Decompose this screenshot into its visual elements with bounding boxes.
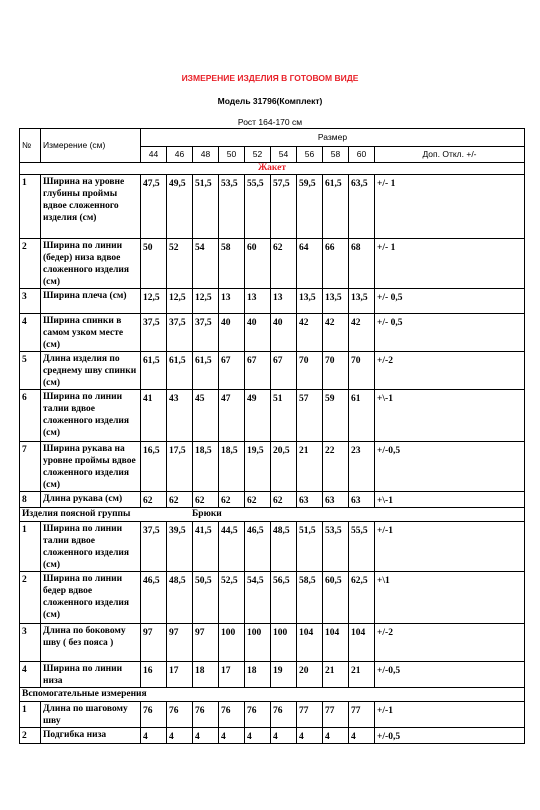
tolerance-value: +/-0,5 bbox=[375, 442, 525, 492]
measurement-value: 62 bbox=[167, 492, 193, 508]
measurement-value: 37,5 bbox=[141, 522, 167, 572]
tolerance-value: +/-2 bbox=[375, 352, 525, 390]
size-header-cell: 54 bbox=[271, 147, 297, 163]
tolerance-value: +/- 1 bbox=[375, 239, 525, 289]
measurement-value: 46,5 bbox=[141, 572, 167, 624]
measurement-value: 13,5 bbox=[349, 289, 375, 314]
row-number: 2 bbox=[20, 239, 41, 289]
measurement-value: 37,5 bbox=[141, 314, 167, 352]
measurement-value: 100 bbox=[219, 624, 245, 662]
measurement-value: 63 bbox=[297, 492, 323, 508]
measurement-value: 20,5 bbox=[271, 442, 297, 492]
measurement-value: 49,5 bbox=[167, 175, 193, 239]
measurement-value: 22 bbox=[323, 442, 349, 492]
measurement-value: 76 bbox=[271, 702, 297, 728]
tolerance-header: Доп. Откл. +/- bbox=[375, 147, 525, 163]
measurement-value: 50,5 bbox=[193, 572, 219, 624]
section-jacket-label: Жакет bbox=[20, 163, 525, 175]
measurement-value: 70 bbox=[323, 352, 349, 390]
measurement-value: 77 bbox=[297, 702, 323, 728]
measurement-value: 21 bbox=[297, 442, 323, 492]
measurement-value: 59,5 bbox=[297, 175, 323, 239]
measurement-value: 19 bbox=[271, 662, 297, 688]
size-header-cell: 60 bbox=[349, 147, 375, 163]
measurement-value: 12,5 bbox=[141, 289, 167, 314]
row-number: 4 bbox=[20, 662, 41, 688]
measurement-value: 76 bbox=[167, 702, 193, 728]
jacket-row bbox=[20, 175, 525, 239]
measurement-value: 58,5 bbox=[297, 572, 323, 624]
measurement-value: 59 bbox=[323, 390, 349, 442]
measurement-value: 23 bbox=[349, 442, 375, 492]
measurement-value: 67 bbox=[245, 352, 271, 390]
measurement-value: 61,5 bbox=[323, 175, 349, 239]
jacket-row bbox=[20, 442, 525, 492]
measurement-value: 61 bbox=[349, 390, 375, 442]
height-range: Рост 164-170 см bbox=[237, 117, 303, 127]
measurement-value: 46,5 bbox=[245, 522, 271, 572]
jacket-row bbox=[20, 289, 525, 314]
measurement-value: 42 bbox=[349, 314, 375, 352]
measurement-value: 62 bbox=[219, 492, 245, 508]
measurement-value: 4 bbox=[245, 728, 271, 744]
section-trousers-label: Брюки bbox=[192, 509, 222, 519]
tolerance-value: +/- 0,5 bbox=[375, 314, 525, 352]
tolerance-value: +\1 bbox=[375, 572, 525, 624]
size-header-cell: 50 bbox=[219, 147, 245, 163]
measurement-value: 13,5 bbox=[297, 289, 323, 314]
measurement-value: 17,5 bbox=[167, 442, 193, 492]
measurement-value: 52,5 bbox=[219, 572, 245, 624]
section-aux bbox=[20, 688, 525, 702]
measurement-value: 4 bbox=[297, 728, 323, 744]
row-number: 5 bbox=[20, 352, 41, 390]
measurement-value: 18,5 bbox=[219, 442, 245, 492]
row-number: 8 bbox=[20, 492, 41, 508]
measurement-value: 77 bbox=[349, 702, 375, 728]
size-header-cell: 48 bbox=[193, 147, 219, 163]
measurement-value: 17 bbox=[167, 662, 193, 688]
section-jacket bbox=[20, 163, 525, 175]
measurement-value: 51,5 bbox=[193, 175, 219, 239]
tolerance-value: +/-2 bbox=[375, 624, 525, 662]
measurement-value: 44,5 bbox=[219, 522, 245, 572]
measurement-value: 58 bbox=[219, 239, 245, 289]
model-name: Модель 31796(Комплект) bbox=[217, 96, 323, 106]
measurement-value: 37,5 bbox=[167, 314, 193, 352]
measurement-value: 48,5 bbox=[167, 572, 193, 624]
tolerance-value: +\-1 bbox=[375, 390, 525, 442]
measurement-value: 4 bbox=[167, 728, 193, 744]
measurement-value: 13 bbox=[271, 289, 297, 314]
tolerance-value: +/- 1 bbox=[375, 175, 525, 239]
measurement-value: 63 bbox=[323, 492, 349, 508]
measurement-value: 42 bbox=[323, 314, 349, 352]
measurement-value: 41 bbox=[141, 390, 167, 442]
measurement-value: 4 bbox=[271, 728, 297, 744]
measurement-name: Ширина рукава на уровне проймы вдвое сложенного изделия (см) bbox=[41, 442, 141, 492]
measurement-name: Подгибка низа bbox=[41, 728, 141, 744]
aux-row bbox=[20, 728, 525, 744]
measurement-value: 4 bbox=[219, 728, 245, 744]
measurement-value: 68 bbox=[349, 239, 375, 289]
measurement-value: 62,5 bbox=[349, 572, 375, 624]
size-header-cell: 44 bbox=[141, 147, 167, 163]
measurement-value: 18,5 bbox=[193, 442, 219, 492]
measurement-value: 47 bbox=[219, 390, 245, 442]
jacket-row bbox=[20, 352, 525, 390]
measurement-value: 57 bbox=[297, 390, 323, 442]
measurement-value: 16 bbox=[141, 662, 167, 688]
row-number: 1 bbox=[20, 175, 41, 239]
jacket-row bbox=[20, 239, 525, 289]
section-aux-cell bbox=[20, 688, 525, 702]
tolerance-value: +\-1 bbox=[375, 492, 525, 508]
measurement-table bbox=[19, 128, 525, 744]
row-number: 1 bbox=[20, 702, 41, 728]
measurement-value: 66 bbox=[323, 239, 349, 289]
measurement-value: 51 bbox=[271, 390, 297, 442]
measurement-value: 20 bbox=[297, 662, 323, 688]
measurement-value: 76 bbox=[141, 702, 167, 728]
measurement-name: Ширина по линии талии вдвое сложенного изделия (см) bbox=[41, 522, 141, 572]
measurement-value: 62 bbox=[193, 492, 219, 508]
row-number: 6 bbox=[20, 390, 41, 442]
measurement-value: 67 bbox=[219, 352, 245, 390]
measurement-name: Ширина по линии бедер вдвое сложенного изделия (см) bbox=[41, 572, 141, 624]
measurement-value: 70 bbox=[349, 352, 375, 390]
row-number: 2 bbox=[20, 572, 41, 624]
aux-row bbox=[20, 702, 525, 728]
measurement-value: 97 bbox=[167, 624, 193, 662]
header-number: № bbox=[20, 129, 41, 163]
measurement-value: 54,5 bbox=[245, 572, 271, 624]
measurement-name: Ширина по линии талии вдвое сложенного изделия (см) bbox=[41, 390, 141, 442]
measurement-value: 47,5 bbox=[141, 175, 167, 239]
measurement-value: 97 bbox=[193, 624, 219, 662]
size-header-cell: 58 bbox=[323, 147, 349, 163]
measurement-value: 76 bbox=[219, 702, 245, 728]
measurement-value: 19,5 bbox=[245, 442, 271, 492]
size-header-cell: 52 bbox=[245, 147, 271, 163]
trousers-row bbox=[20, 624, 525, 662]
size-header-cell: 56 bbox=[297, 147, 323, 163]
size-header-cell: 46 bbox=[167, 147, 193, 163]
measurement-value: 40 bbox=[219, 314, 245, 352]
measurement-value: 52 bbox=[167, 239, 193, 289]
measurement-value: 12,5 bbox=[193, 289, 219, 314]
measurement-value: 16,5 bbox=[141, 442, 167, 492]
trousers-row bbox=[20, 522, 525, 572]
measurement-name: Длина по шаговому шву bbox=[41, 702, 141, 728]
measurement-value: 4 bbox=[323, 728, 349, 744]
measurement-value: 37,5 bbox=[193, 314, 219, 352]
measurement-value: 97 bbox=[141, 624, 167, 662]
measurement-name: Ширина плеча (см) bbox=[41, 289, 141, 314]
measurement-value: 64 bbox=[297, 239, 323, 289]
measurement-name: Ширина по линии (бедер) низа вдвое сложенного изделия (см) bbox=[41, 239, 141, 289]
tolerance-value: +/-1 bbox=[375, 522, 525, 572]
measurement-value: 43 bbox=[167, 390, 193, 442]
measurement-value: 76 bbox=[193, 702, 219, 728]
measurement-value: 39,5 bbox=[167, 522, 193, 572]
measurement-value: 60,5 bbox=[323, 572, 349, 624]
measurement-value: 77 bbox=[323, 702, 349, 728]
measurement-name: Длина по боковому шву ( без пояса ) bbox=[41, 624, 141, 662]
tolerance-value: +/-0,5 bbox=[375, 662, 525, 688]
measurement-value: 62 bbox=[271, 492, 297, 508]
tolerance-value: +/-0,5 bbox=[375, 728, 525, 744]
measurement-value: 61,5 bbox=[167, 352, 193, 390]
measurement-value: 61,5 bbox=[193, 352, 219, 390]
measurement-name: Ширина по линии низа bbox=[41, 662, 141, 688]
measurement-value: 21 bbox=[349, 662, 375, 688]
document-title: ИЗМЕРЕНИЕ ИЗДЕЛИЯ В ГОТОВОМ ВИДЕ bbox=[181, 73, 359, 83]
measurement-value: 55,5 bbox=[245, 175, 271, 239]
measurement-value: 4 bbox=[349, 728, 375, 744]
measurement-value: 4 bbox=[193, 728, 219, 744]
row-number: 2 bbox=[20, 728, 41, 744]
measurement-value: 49 bbox=[245, 390, 271, 442]
measurement-value: 51,5 bbox=[297, 522, 323, 572]
measurement-value: 21 bbox=[323, 662, 349, 688]
measurement-value: 41,5 bbox=[193, 522, 219, 572]
measurement-value: 100 bbox=[271, 624, 297, 662]
measurement-value: 62 bbox=[271, 239, 297, 289]
section-waist-label: Изделия поясной группы bbox=[22, 509, 131, 519]
section-aux-label: Вспомогательные измерения bbox=[22, 689, 147, 699]
row-number: 1 bbox=[20, 522, 41, 572]
header-size: Размер bbox=[141, 129, 525, 147]
measurement-value: 61,5 bbox=[141, 352, 167, 390]
measurement-value: 55,5 bbox=[349, 522, 375, 572]
measurement-value: 63,5 bbox=[349, 175, 375, 239]
measurement-value: 13,5 bbox=[323, 289, 349, 314]
measurement-value: 13 bbox=[245, 289, 271, 314]
measurement-value: 45 bbox=[193, 390, 219, 442]
measurement-value: 56,5 bbox=[271, 572, 297, 624]
jacket-row bbox=[20, 492, 525, 508]
measurement-value: 63 bbox=[349, 492, 375, 508]
header-row-1 bbox=[20, 129, 525, 147]
jacket-row bbox=[20, 390, 525, 442]
tolerance-value: +/- 0,5 bbox=[375, 289, 525, 314]
measurement-value: 4 bbox=[141, 728, 167, 744]
measurement-value: 18 bbox=[193, 662, 219, 688]
measurement-value: 53,5 bbox=[323, 522, 349, 572]
measurement-value: 100 bbox=[245, 624, 271, 662]
row-number: 3 bbox=[20, 624, 41, 662]
measurement-value: 60 bbox=[245, 239, 271, 289]
measurement-value: 53,5 bbox=[219, 175, 245, 239]
measurement-value: 62 bbox=[245, 492, 271, 508]
measurement-value: 17 bbox=[219, 662, 245, 688]
row-number: 7 bbox=[20, 442, 41, 492]
measurement-value: 40 bbox=[245, 314, 271, 352]
trousers-row bbox=[20, 662, 525, 688]
measurement-name: Длина рукава (см) bbox=[41, 492, 141, 508]
measurement-value: 12,5 bbox=[167, 289, 193, 314]
tolerance-value: +/-1 bbox=[375, 702, 525, 728]
measurement-name: Длина изделия по среднему шву спинки (см) bbox=[41, 352, 141, 390]
measurement-value: 104 bbox=[349, 624, 375, 662]
header-measurement: Измерение (см) bbox=[41, 129, 141, 163]
section-waist bbox=[20, 508, 525, 522]
measurement-value: 57,5 bbox=[271, 175, 297, 239]
row-number: 3 bbox=[20, 289, 41, 314]
measurement-value: 76 bbox=[245, 702, 271, 728]
measurement-value: 70 bbox=[297, 352, 323, 390]
measurement-value: 54 bbox=[193, 239, 219, 289]
measurement-value: 62 bbox=[141, 492, 167, 508]
measurement-value: 104 bbox=[297, 624, 323, 662]
measurement-value: 48,5 bbox=[271, 522, 297, 572]
measurement-name: Ширина на уровне глубины проймы вдвое сложенного изделия (см) bbox=[41, 175, 141, 239]
measurement-value: 40 bbox=[271, 314, 297, 352]
row-number: 4 bbox=[20, 314, 41, 352]
measurement-name: Ширина спинки в самом узком месте (см) bbox=[41, 314, 141, 352]
measurement-value: 50 bbox=[141, 239, 167, 289]
measurement-value: 42 bbox=[297, 314, 323, 352]
section-waist-cell bbox=[20, 508, 525, 522]
measurement-value: 13 bbox=[219, 289, 245, 314]
measurement-value: 18 bbox=[245, 662, 271, 688]
trousers-row bbox=[20, 572, 525, 624]
measurement-value: 104 bbox=[323, 624, 349, 662]
jacket-row bbox=[20, 314, 525, 352]
measurement-value: 67 bbox=[271, 352, 297, 390]
